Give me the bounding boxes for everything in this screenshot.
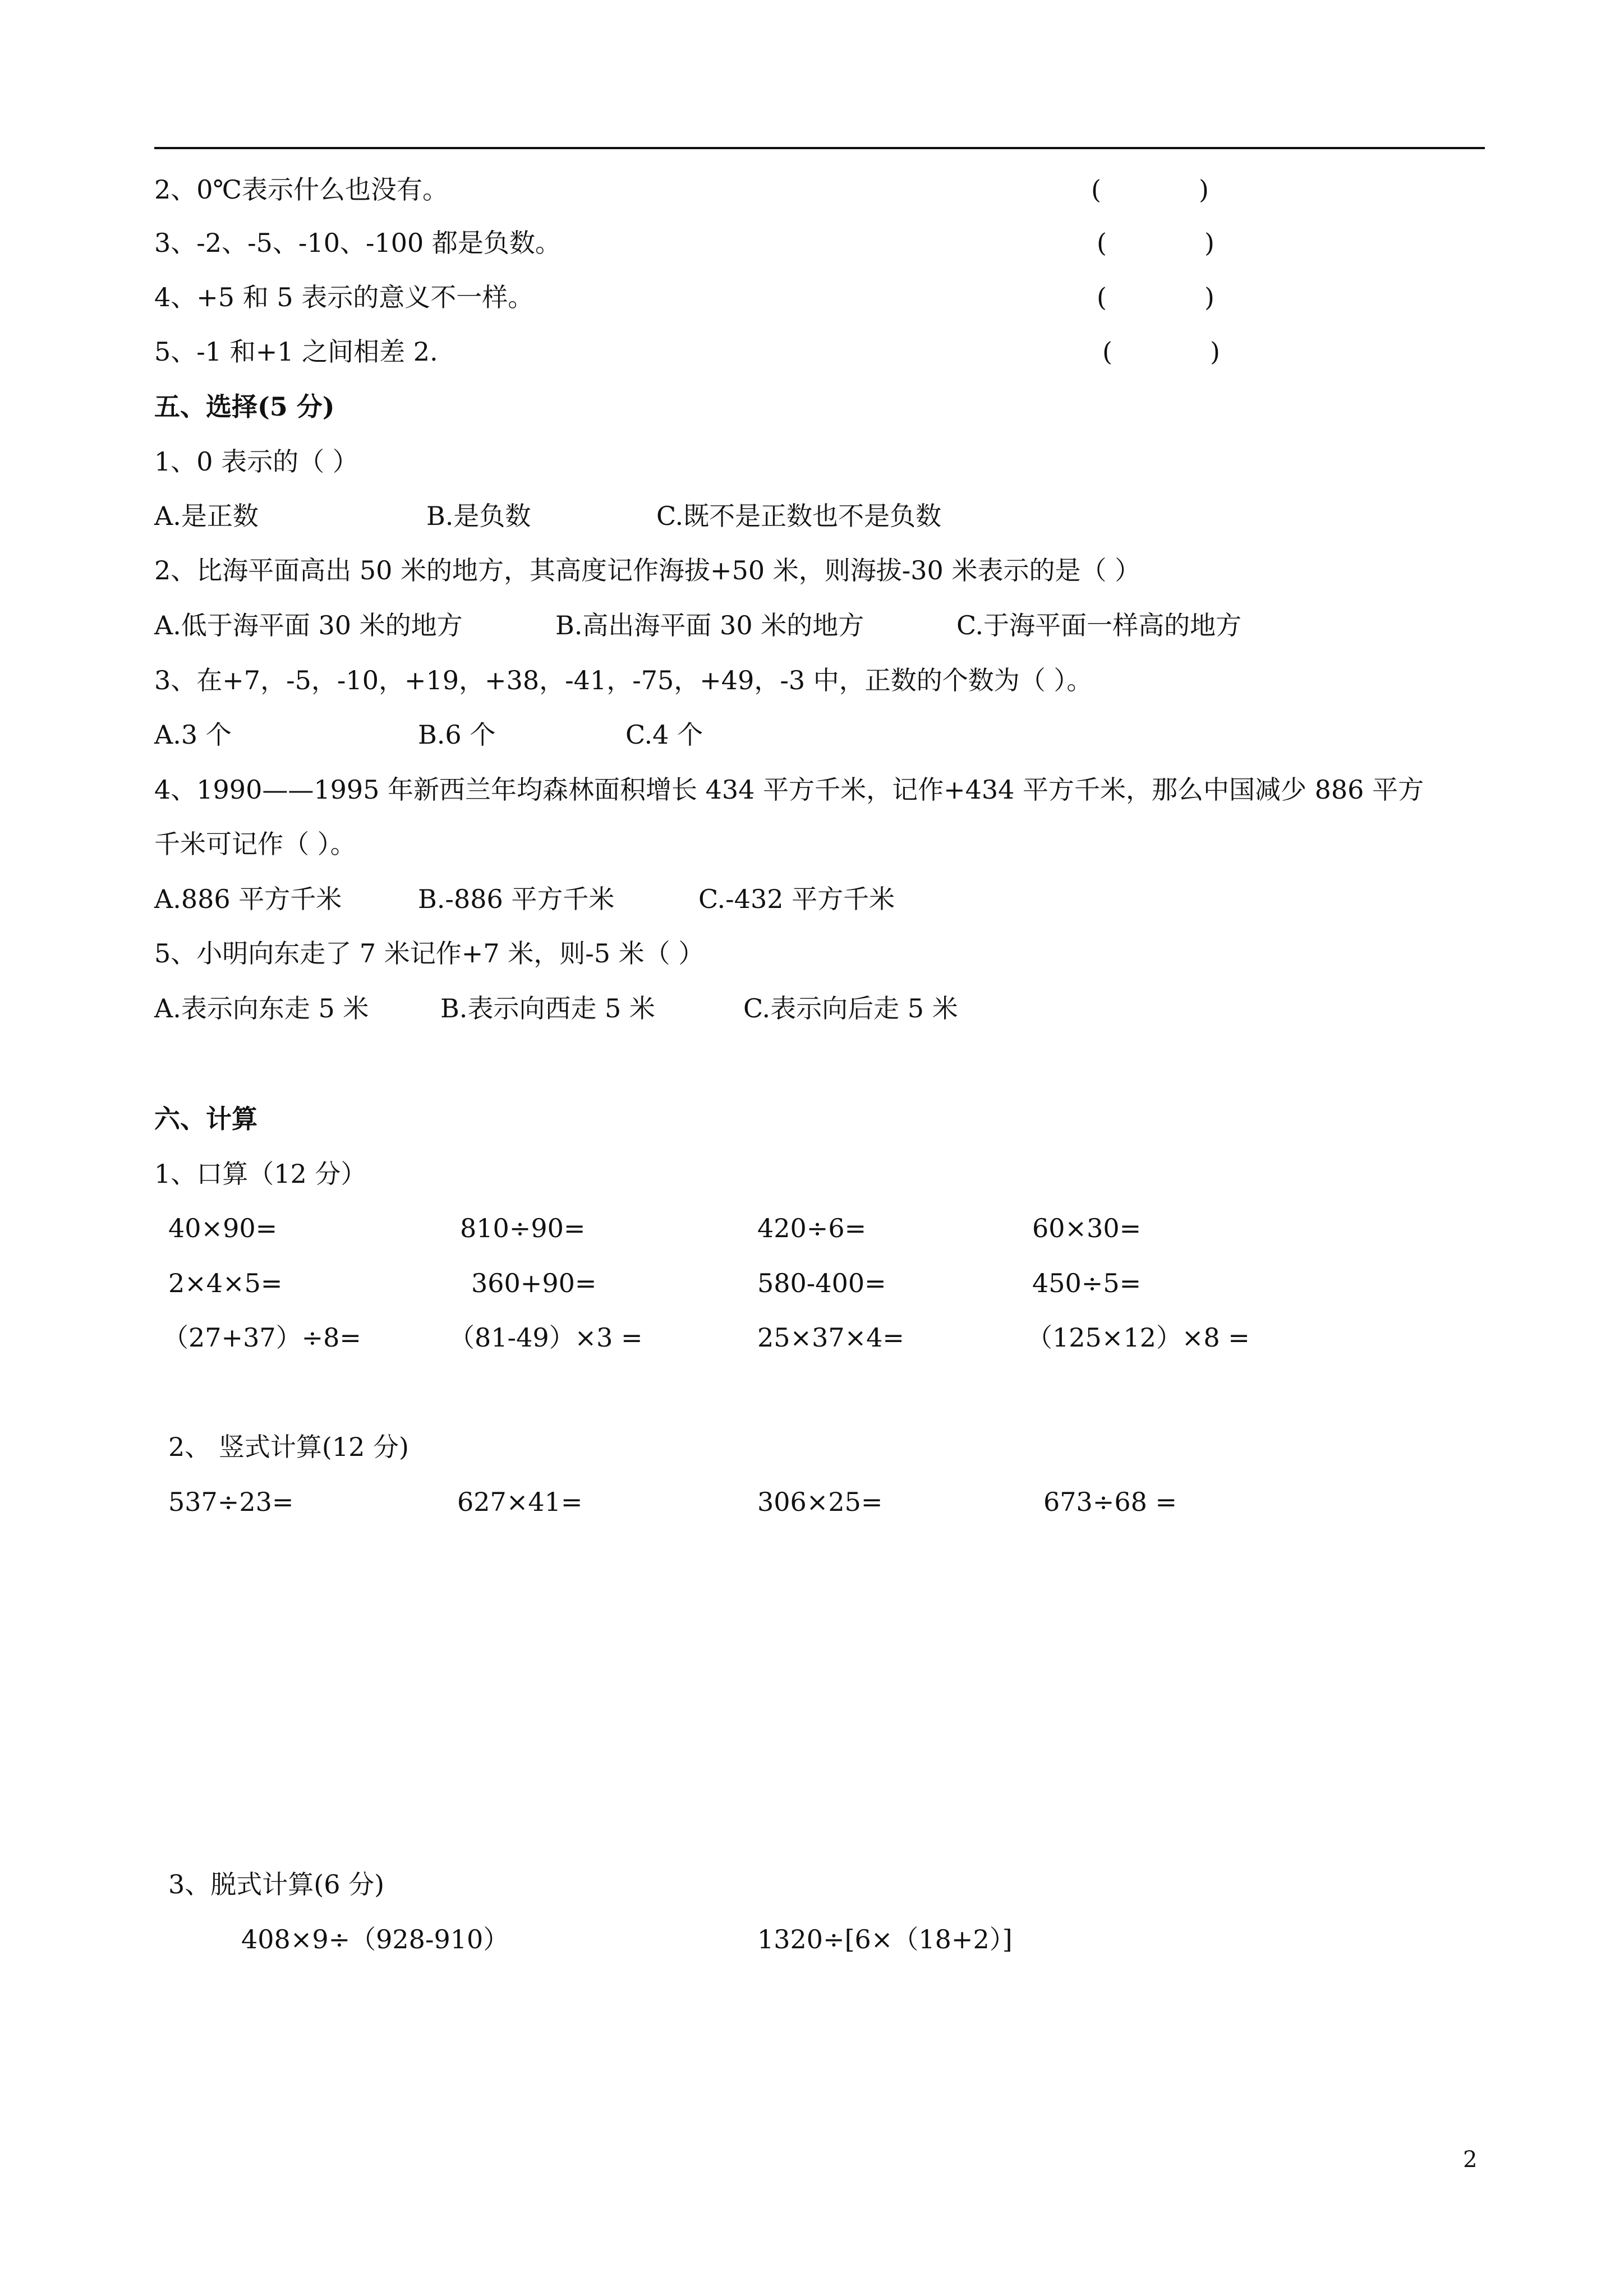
choice-q3-option-b: B.6 个 — [418, 720, 496, 750]
section-choice-heading: 五、选择(5 分) — [154, 391, 335, 422]
vertical-calc-title: 2、 竖式计算(12 分) — [168, 1432, 409, 1462]
choice-q3-option-a: A.3 个 — [154, 720, 232, 750]
choice-question-3: 3、在+7，-5，-10，+19，+38，-41，-75，+49，-3 中，正数的个数为（ ）。 — [154, 665, 1093, 695]
choice-q4-option-c: C.-432 平方千米 — [698, 884, 895, 914]
choice-question-1: 1、0 表示的（ ） — [154, 446, 358, 477]
tf-item-3: 3、-2、-5、-10、-100 都是负数。 — [154, 228, 561, 258]
choice-q2-option-a: A.低于海平面 30 米的地方 — [154, 610, 463, 640]
choice-q1-option-a: A.是正数 — [154, 501, 259, 531]
vertical-calc-item: 537÷23= — [168, 1487, 294, 1517]
choice-question-4-line-1: 4、1990——1995 年新西兰年均森林面积增长 434 平方千米，记作+434 平方千米，那么中国减少 886 平方 — [154, 774, 1424, 805]
oral-calc-item: 450÷5= — [1032, 1268, 1142, 1298]
header-rule — [154, 147, 1485, 149]
paren-open: ( — [1097, 282, 1107, 312]
oral-calc-item: 580-400= — [757, 1268, 886, 1298]
tf-item-5: 5、-1 和+1 之间相差 2. — [154, 336, 438, 367]
paren-open: ( — [1097, 228, 1107, 258]
paren-open: ( — [1102, 336, 1112, 367]
paren-close: ) — [1204, 228, 1214, 258]
tf-answer-paren-5 — [1102, 335, 1220, 368]
oral-calc-item: （125×12）×8 = — [1027, 1322, 1250, 1353]
stepwise-calc-title: 3、脱式计算(6 分) — [168, 1869, 385, 1899]
paren-close: ) — [1204, 282, 1214, 312]
paren-close: ) — [1199, 174, 1209, 205]
choice-question-2: 2、比海平面高出 50 米的地方，其高度记作海拔+50 米，则海拔-30 米表示的是（ ） — [154, 555, 1141, 585]
choice-q5-option-a: A.表示向东走 5 米 — [154, 993, 369, 1023]
section-calculation-heading: 六、计算 — [154, 1104, 257, 1134]
oral-calc-item: （81-49）×3 = — [449, 1322, 643, 1353]
choice-q5-option-c: C.表示向后走 5 米 — [743, 993, 958, 1023]
choice-q4-option-b: B.-886 平方千米 — [418, 884, 615, 914]
tf-item-2: 2、0℃表示什么也没有。 — [154, 174, 448, 205]
oral-calc-item: 40×90= — [168, 1213, 278, 1243]
choice-q2-option-c: C.于海平面一样高的地方 — [956, 610, 1242, 640]
choice-q4-option-a: A.886 平方千米 — [154, 884, 342, 914]
tf-answer-paren-3 — [1097, 226, 1214, 260]
oral-calc-item: 420÷6= — [757, 1213, 867, 1243]
choice-q1-option-b: B.是负数 — [426, 501, 531, 531]
oral-calc-title: 1、口算（12 分） — [154, 1159, 367, 1189]
tf-item-4: 4、+5 和 5 表示的意义不一样。 — [154, 282, 534, 312]
paren-open: ( — [1091, 174, 1101, 205]
choice-question-5: 5、小明向东走了 7 米记作+7 米，则-5 米（ ） — [154, 938, 705, 969]
stepwise-calc-item: 408×9÷（928-910） — [241, 1924, 509, 1954]
vertical-calc-item: 627×41= — [457, 1487, 583, 1517]
tf-answer-paren-2 — [1091, 173, 1209, 206]
oral-calc-item: 810÷90= — [460, 1213, 586, 1243]
choice-question-4-line-2: 千米可记作（ ）。 — [154, 829, 356, 859]
stepwise-calc-item: 1320÷[6×（18+2）] — [757, 1924, 1013, 1954]
oral-calc-item: 60×30= — [1032, 1213, 1142, 1243]
tf-answer-paren-4 — [1097, 280, 1214, 314]
choice-q1-option-c: C.既不是正数也不是负数 — [656, 501, 942, 531]
paren-close: ) — [1210, 336, 1220, 367]
vertical-calc-item: 306×25= — [757, 1487, 883, 1517]
choice-q3-option-c: C.4 个 — [625, 720, 703, 750]
oral-calc-item: 25×37×4= — [757, 1322, 904, 1353]
page-number: 2 — [1463, 2147, 1478, 2173]
oral-calc-item: 360+90= — [471, 1268, 597, 1298]
choice-q2-option-b: B.高出海平面 30 米的地方 — [555, 610, 864, 640]
vertical-calc-item: 673÷68 = — [1043, 1487, 1177, 1517]
choice-q5-option-b: B.表示向西走 5 米 — [440, 993, 655, 1023]
oral-calc-item: 2×4×5= — [168, 1268, 283, 1298]
oral-calc-item: （27+37）÷8= — [163, 1322, 361, 1353]
